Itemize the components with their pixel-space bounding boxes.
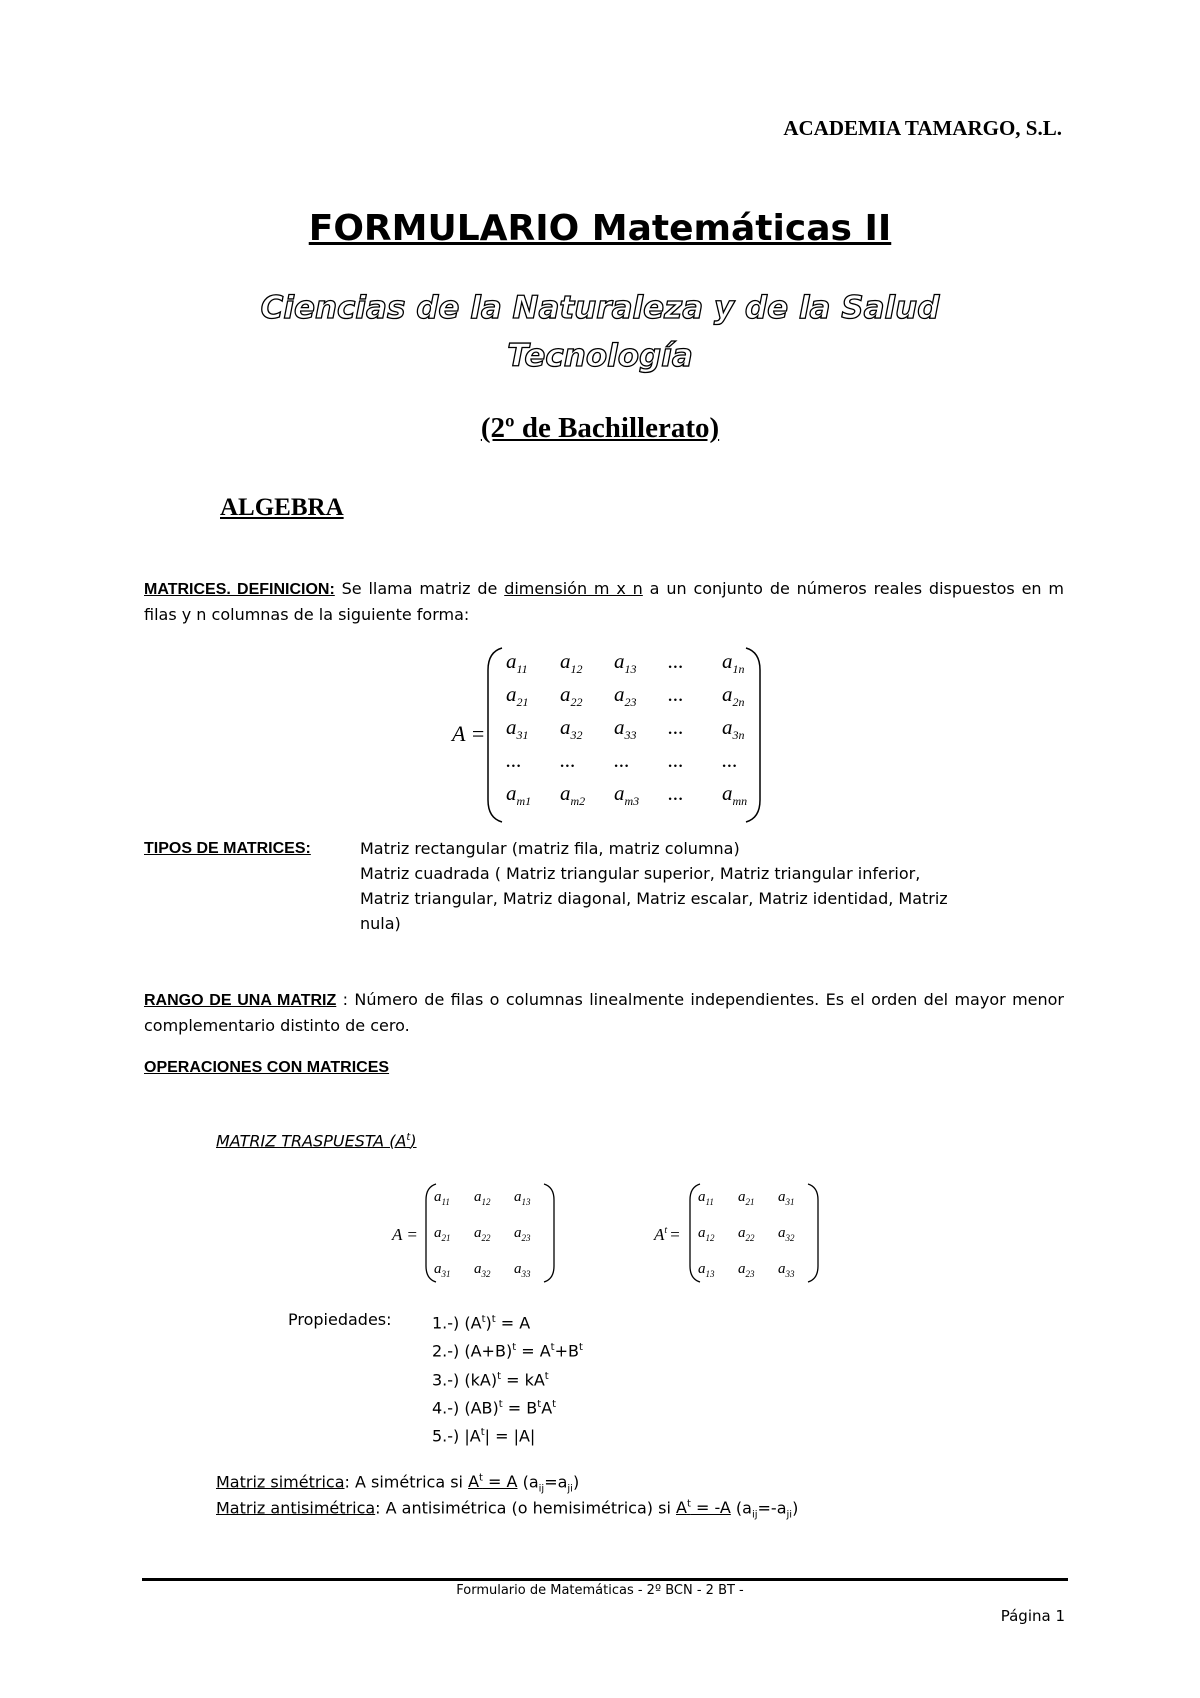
- antisimetrica-paren-end: ): [792, 1498, 799, 1518]
- matrix-entry: $a_{3n}$: [722, 715, 745, 742]
- matrix-entry: $a_{21}$: [434, 1225, 451, 1243]
- tipos-line-3: Matriz triangular, Matriz diagonal, Matriz escalar, Matriz identidad, Matriz: [360, 889, 948, 908]
- propiedad-part: t: [544, 1370, 549, 1382]
- propiedad-part: t: [550, 1342, 555, 1354]
- matrix-at-3x3: [648, 1180, 820, 1286]
- traspuesta-heading-end: ): [410, 1131, 417, 1151]
- simetrica-paren-mid: =a: [544, 1472, 568, 1492]
- matrix-at-label: [653, 1225, 681, 1244]
- antisimetrica-label: Matriz antisimétrica: [216, 1498, 376, 1518]
- propiedad-part: t: [491, 1314, 496, 1325]
- propiedad-part: t: [498, 1398, 503, 1410]
- rango-text: : Número de filas o columnas linealmente independientes. Es el orden del mayor menor complementario distinto de cero.: [144, 990, 1065, 1035]
- definition-text-1: Se llama matriz de: [334, 579, 505, 598]
- propiedad-part: = A: [495, 1313, 531, 1333]
- footer-text: Formulario de Matemáticas - 2º BCN - 2 BT -: [456, 1583, 744, 1598]
- simetrica-eq-post: = A: [482, 1472, 518, 1492]
- right-paren: [544, 1184, 554, 1282]
- matrix-entry: ...: [560, 748, 576, 772]
- matrix-entry: $a_{11}$: [506, 649, 528, 676]
- tipos-line-2: Matriz cuadrada ( Matriz triangular superior, Matriz triangular inferior,: [360, 864, 921, 883]
- simetrica-text: : A simétrica si: [344, 1472, 469, 1492]
- matrix-entry: $a_{31}$: [506, 715, 529, 742]
- matrices-definition-heading: MATRICES. DEFINICION:: [144, 581, 335, 598]
- propiedad-part: 4.-) (AB): [432, 1398, 499, 1418]
- page-number: Página 1: [1000, 1607, 1065, 1625]
- propiedad-part: A: [541, 1398, 553, 1418]
- simetrica-paren-pre: (a: [517, 1472, 539, 1492]
- propiedad-item: [432, 1392, 583, 1420]
- academy-header: ACADEMIA TAMARGO, S.L.: [783, 116, 1062, 140]
- antisimetrica-sub1: ij: [751, 1509, 758, 1521]
- propiedad-part: 5.-) |A: [432, 1426, 481, 1446]
- matrix-entry: $a_{22}$: [560, 682, 583, 709]
- course-level: (2º de Bachillerato): [480, 412, 720, 444]
- matrix-entry: $a_{22}$: [738, 1225, 755, 1243]
- matrix-entry: $a_{2n}$: [722, 682, 745, 709]
- left-paren: [488, 648, 502, 822]
- matrix-entry: $a_{13}$: [614, 649, 637, 676]
- matrix-entry: ...: [668, 682, 684, 706]
- tipos-line-1: Matriz rectangular (matriz fila, matriz columna): [360, 839, 740, 858]
- subtitle-sciences: Ciencias de la Naturaleza y de la Salud: [260, 290, 940, 326]
- propiedad-part: 1.-) (A: [432, 1313, 482, 1333]
- propiedad-part: t: [481, 1314, 486, 1325]
- propiedad-part: 2.-) (A+B): [432, 1341, 513, 1361]
- matrix-at-eq: =: [669, 1225, 681, 1244]
- propiedad-part: t: [497, 1370, 501, 1382]
- antisimetrica-paren-pre: (a: [730, 1498, 752, 1518]
- traspuesta-heading-sup: t: [406, 1132, 411, 1143]
- matrix-entry: $a_{m3}$: [614, 781, 640, 808]
- simetrica-sub1: ij: [538, 1483, 545, 1495]
- section-heading-algebra: ALGEBRA: [220, 494, 344, 521]
- matrix-entry: $a_{12}$: [560, 649, 583, 676]
- antisimetrica-text: : A antisimétrica (o hemisimétrica) si: [375, 1498, 676, 1518]
- propiedad-part: = B: [502, 1398, 538, 1418]
- tipos-line-4: nula): [360, 914, 401, 933]
- rango-heading: RANGO DE UNA MATRIZ: [144, 992, 337, 1009]
- propiedad-part: t: [537, 1398, 542, 1410]
- matrix-entry: $a_{mn}$: [722, 781, 748, 808]
- matrix-a-general: [440, 640, 770, 830]
- propiedad-part: ): [485, 1313, 492, 1333]
- antisimetrica-eq-post: = -A: [690, 1498, 731, 1518]
- propiedades-list: [432, 1307, 583, 1449]
- traspuesta-heading: [216, 1125, 417, 1153]
- matrix-entry: $a_{1n}$: [722, 649, 745, 676]
- propiedad-item: [432, 1307, 583, 1335]
- propiedad-part: 3.-) (kA): [432, 1369, 498, 1389]
- traspuesta-heading-text: MATRIZ TRASPUESTA (A: [216, 1131, 407, 1151]
- matrix-entry: ...: [614, 748, 630, 772]
- matrix-entry: $a_{33}$: [614, 715, 637, 742]
- propiedad-part: = kA: [500, 1369, 545, 1389]
- matrix-entry: $a_{33}$: [514, 1261, 531, 1279]
- matrix-entry: $a_{22}$: [474, 1225, 491, 1243]
- definition-text-2: a un conjunto de números reales dispuestos en m filas y n columnas de la siguiente forma:: [144, 579, 1064, 624]
- antisimetrica-eq-pre: A: [675, 1498, 687, 1518]
- propiedad-part: +B: [554, 1341, 579, 1361]
- matrix-entry: $a_{23}$: [514, 1225, 531, 1243]
- propiedad-part: t: [512, 1342, 517, 1354]
- simetrica-eq-pre: A: [468, 1472, 480, 1492]
- matrix-entry: $a_{32}$: [474, 1261, 491, 1279]
- propiedad-part: = A: [516, 1341, 551, 1361]
- matrix-entry: $a_{33}$: [778, 1261, 795, 1279]
- matrix-entry: $a_{31}$: [778, 1189, 795, 1207]
- matrix-entry: $a_{23}$: [614, 682, 637, 709]
- antisimetrica-eq: [676, 1498, 731, 1517]
- matrix-entry: ...: [668, 715, 684, 739]
- matrix-entry: ...: [668, 649, 684, 673]
- simetrica-eq: [468, 1472, 517, 1491]
- matrix-at-letter: A: [654, 1225, 665, 1244]
- matrix-entry: $a_{23}$: [738, 1261, 755, 1279]
- antisimetrica-sub2: ji: [786, 1509, 793, 1521]
- page-title: FORMULARIO Matemáticas II: [308, 208, 892, 249]
- matrix-entry: $a_{12}$: [698, 1225, 715, 1243]
- propiedad-part: t: [552, 1398, 557, 1410]
- footer-divider: [142, 1578, 1068, 1581]
- matrices-definition: [144, 576, 1064, 627]
- antisimetrica-paren-mid: =-a: [757, 1498, 787, 1518]
- matrix-entry: $a_{m1}$: [506, 781, 532, 808]
- operaciones-heading: OPERACIONES CON MATRICES: [144, 1059, 390, 1076]
- matrix-a-cells: [506, 649, 747, 808]
- matrix-entry: ...: [506, 748, 522, 772]
- matrix-a3-cells: [434, 1189, 531, 1279]
- propiedad-item: [432, 1364, 583, 1392]
- matrix-entry: $a_{11}$: [698, 1189, 714, 1207]
- propiedad-part: | = |A|: [484, 1426, 536, 1446]
- matrix-entry: $a_{12}$: [474, 1189, 491, 1207]
- matrix-entry: ...: [668, 748, 684, 772]
- matrix-a3-label: A =: [392, 1225, 418, 1244]
- simetrica-eq-sup: t: [479, 1473, 483, 1484]
- matrix-entry: ...: [668, 781, 684, 805]
- propiedades-label: Propiedades:: [288, 1310, 392, 1329]
- propiedad-part: t: [480, 1427, 485, 1439]
- dimension-term: dimensión m x n: [504, 579, 643, 598]
- subtitle-technology: Tecnología: [507, 338, 693, 374]
- antisimetrica-line: [216, 1492, 798, 1528]
- simetrica-sub2: ji: [567, 1483, 573, 1495]
- matrix-entry: $a_{13}$: [514, 1189, 531, 1207]
- matrix-a-3x3: [386, 1180, 556, 1286]
- matrix-entry: $a_{31}$: [434, 1261, 451, 1279]
- simetrica-paren-end: ): [572, 1472, 580, 1492]
- propiedad-item: [432, 1335, 583, 1363]
- rango-paragraph: [144, 987, 1064, 1038]
- matrix-a-label: A =: [452, 721, 486, 746]
- matrix-entry: $a_{m2}$: [560, 781, 586, 808]
- matrix-at-cells: [698, 1189, 795, 1279]
- right-paren: [746, 648, 760, 822]
- simetrica-label: Matriz simétrica: [216, 1472, 345, 1492]
- antisimetrica-eq-sup: t: [686, 1499, 691, 1510]
- propiedad-part: t: [578, 1342, 583, 1354]
- matrix-entry: $a_{21}$: [506, 682, 529, 709]
- matrix-entry: $a_{13}$: [698, 1261, 715, 1279]
- matrix-entry: ...: [722, 748, 738, 772]
- matrix-entry: $a_{21}$: [738, 1189, 755, 1207]
- tipos-list: [360, 836, 1060, 936]
- matrix-at-sup: t: [664, 1225, 668, 1236]
- matrix-entry: $a_{32}$: [778, 1225, 795, 1243]
- matrix-entry: $a_{32}$: [560, 715, 583, 742]
- matrix-entry: $a_{11}$: [434, 1189, 450, 1207]
- right-paren: [808, 1184, 818, 1282]
- propiedad-item: [432, 1420, 583, 1448]
- tipos-heading: TIPOS DE MATRICES:: [144, 840, 311, 857]
